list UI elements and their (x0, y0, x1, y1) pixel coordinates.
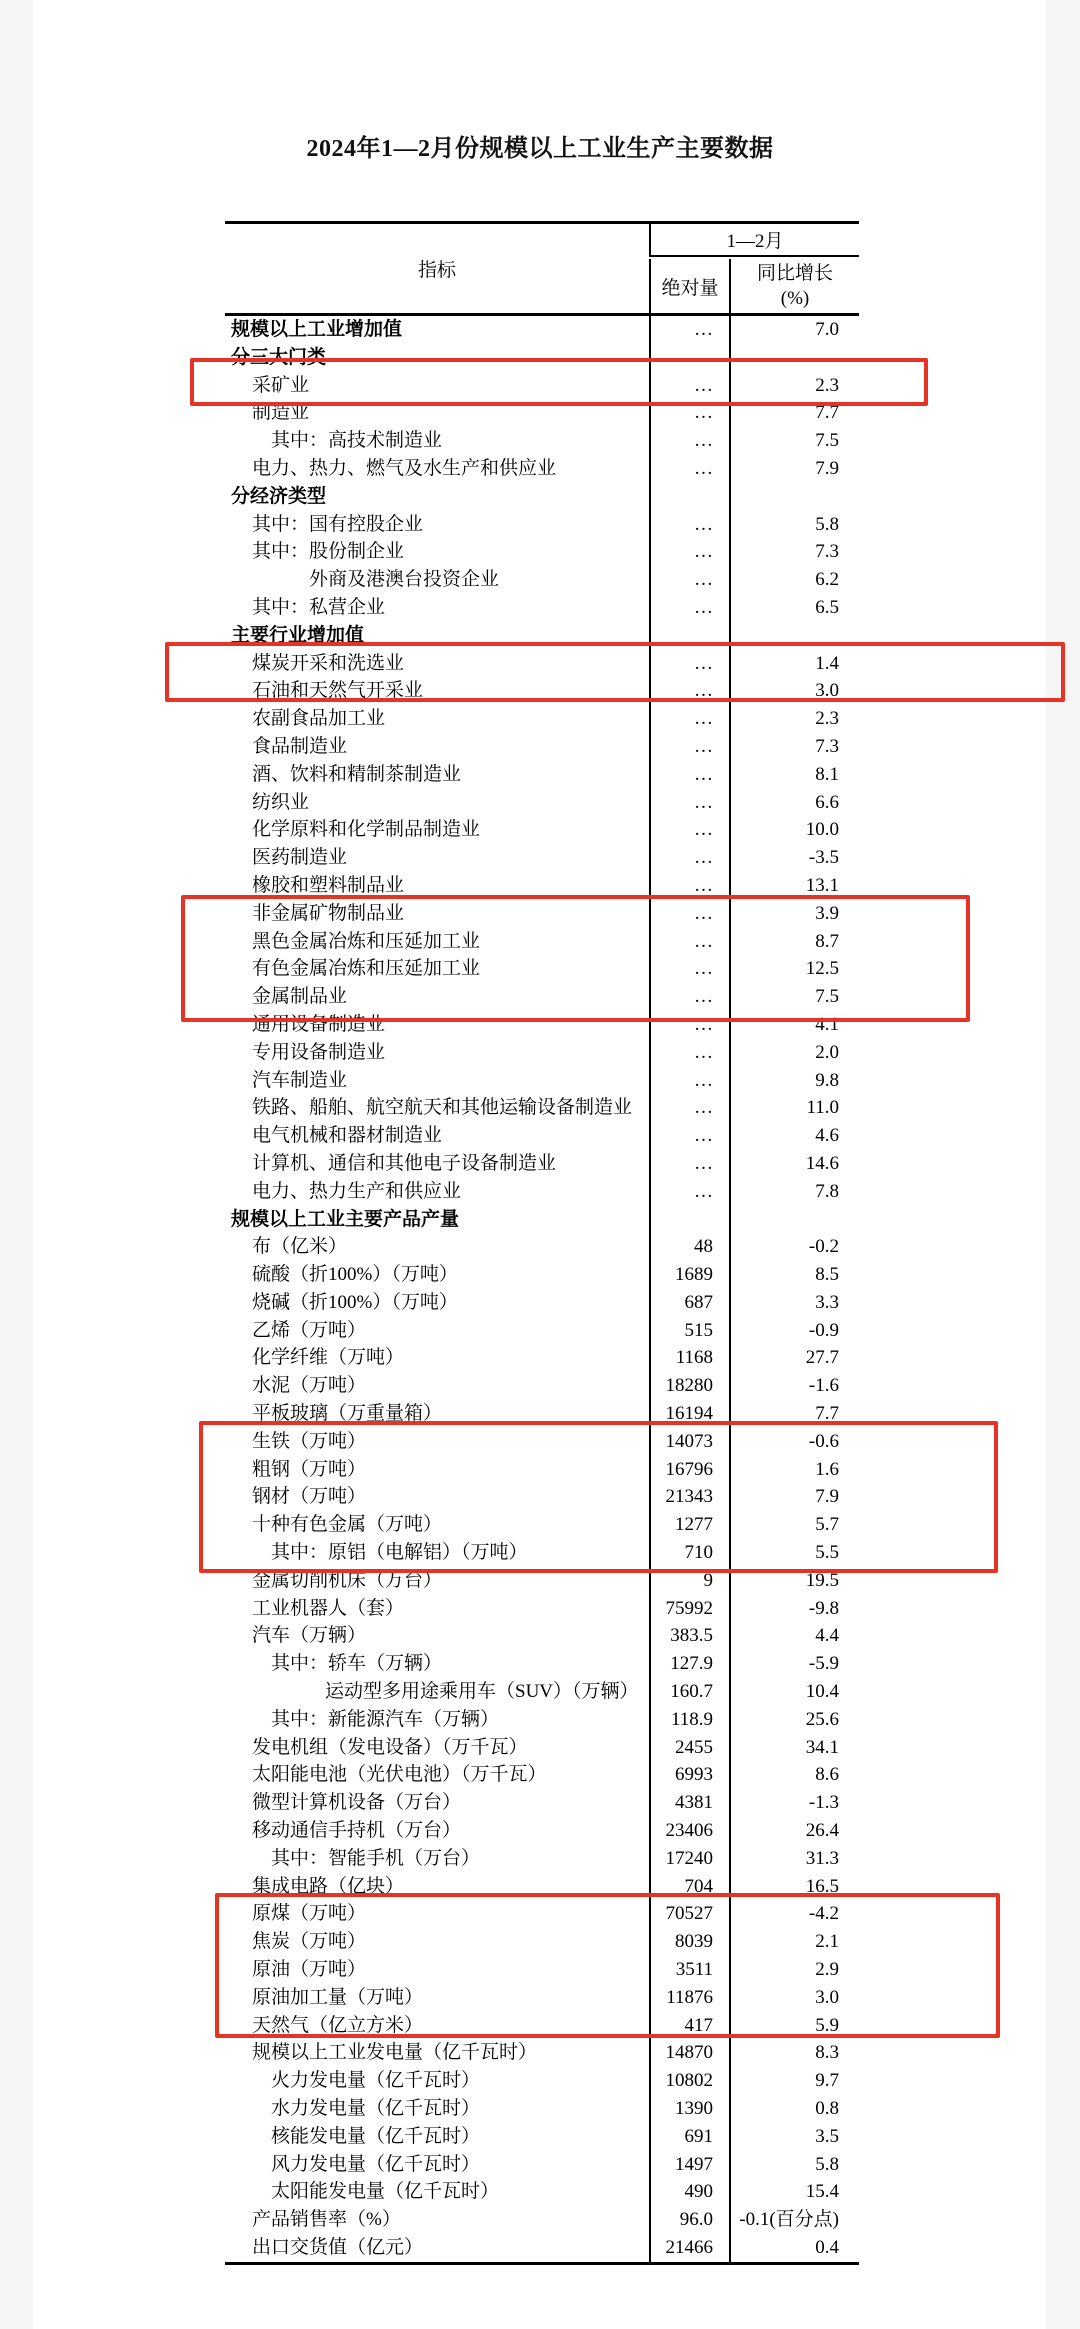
table-row (225, 455, 859, 483)
row-absolute-value: 118.9 (649, 1706, 729, 1734)
row-absolute-value: 16796 (649, 1456, 729, 1484)
row-absolute-value: 6993 (649, 1761, 729, 1789)
row-label: 其中：智能手机（万台） (271, 1847, 481, 1869)
table-header (225, 224, 859, 316)
row-label: 火力发电量（亿千瓦时） (271, 2070, 481, 2092)
row-label: 风力发电量（亿千瓦时） (271, 2153, 481, 2175)
page-left-margin (0, 0, 33, 2329)
row-absolute-value: … (649, 955, 729, 983)
row-absolute-value (649, 483, 729, 511)
row-absolute-value (649, 1206, 729, 1234)
row-absolute-value: 160.7 (649, 1678, 729, 1706)
table-body (225, 316, 859, 2262)
row-label: 其中：新能源汽车（万辆） (271, 1708, 500, 1730)
table-row (225, 844, 859, 872)
table-row (225, 2039, 859, 2067)
row-absolute-value: … (649, 594, 729, 622)
table-row (225, 872, 859, 900)
row-yoy-growth: 25.6 (729, 1706, 859, 1734)
table-row (225, 399, 859, 427)
table-row (225, 1817, 859, 1845)
row-yoy-growth: 8.3 (729, 2039, 859, 2067)
row-absolute-value: … (649, 399, 729, 427)
row-label: 钢材（万吨） (252, 1486, 367, 1508)
row-label: 通用设备制造业 (252, 1013, 386, 1035)
table-row (225, 2067, 859, 2095)
row-yoy-growth: 0.8 (729, 2095, 859, 2123)
row-label: 外商及港澳台投资企业 (309, 569, 500, 591)
row-yoy-growth: 7.7 (729, 399, 859, 427)
row-yoy-growth: 1.4 (729, 650, 859, 678)
row-absolute-value (649, 622, 729, 650)
row-absolute-value: … (649, 705, 729, 733)
row-yoy-growth: 8.5 (729, 1261, 859, 1289)
row-label: 规模以上工业主要产品产量 (231, 1208, 460, 1230)
row-yoy-growth: 3.0 (729, 677, 859, 705)
table-row (225, 1400, 859, 1428)
row-yoy-growth: 3.5 (729, 2123, 859, 2151)
row-absolute-value: 21343 (649, 1483, 729, 1511)
row-yoy-growth: 16.5 (729, 1873, 859, 1901)
row-label: 原油（万吨） (252, 1959, 367, 1981)
row-label: 分经济类型 (231, 485, 327, 507)
table-row (225, 761, 859, 789)
table-row (225, 1706, 859, 1734)
table-row (225, 511, 859, 539)
row-absolute-value: 21466 (649, 2234, 729, 2262)
row-yoy-growth: 9.8 (729, 1067, 859, 1095)
table-row (225, 733, 859, 761)
row-label: 十种有色金属（万吨） (252, 1514, 443, 1536)
table-row (225, 566, 859, 594)
row-absolute-value: … (649, 1122, 729, 1150)
row-label: 制造业 (252, 402, 310, 424)
row-yoy-growth: 2.0 (729, 1039, 859, 1067)
row-yoy-growth: 0.4 (729, 2234, 859, 2262)
row-yoy-growth (729, 1206, 859, 1234)
row-absolute-value: 23406 (649, 1817, 729, 1845)
row-yoy-growth (729, 483, 859, 511)
row-absolute-value: … (649, 1178, 729, 1206)
row-absolute-value: 687 (649, 1289, 729, 1317)
row-absolute-value: 11876 (649, 1984, 729, 2012)
table-row (225, 1678, 859, 1706)
row-yoy-growth: -1.3 (729, 1789, 859, 1817)
row-absolute-value: 18280 (649, 1372, 729, 1400)
row-yoy-growth: 26.4 (729, 1817, 859, 1845)
table-row (225, 316, 859, 344)
row-yoy-growth: 7.0 (729, 316, 859, 344)
row-label: 原煤（万吨） (252, 1903, 367, 1925)
row-yoy-growth: -0.6 (729, 1428, 859, 1456)
table-row (225, 1094, 859, 1122)
row-label: 其中：轿车（万辆） (271, 1653, 443, 1675)
row-absolute-value: … (649, 538, 729, 566)
row-label: 核能发电量（亿千瓦时） (271, 2125, 481, 2147)
table-row (225, 1039, 859, 1067)
row-label: 其中：股份制企业 (252, 541, 405, 563)
row-yoy-growth: 8.1 (729, 761, 859, 789)
table-row (225, 2095, 859, 2123)
page-title: 2024年1—2月份规模以上工业生产主要数据 (306, 136, 774, 162)
row-absolute-value: … (649, 1011, 729, 1039)
table-row (225, 955, 859, 983)
row-label: 汽车（万辆） (252, 1625, 367, 1647)
row-yoy-growth: 13.1 (729, 872, 859, 900)
table-row (225, 1622, 859, 1650)
row-yoy-growth (729, 622, 859, 650)
row-yoy-growth: 4.6 (729, 1122, 859, 1150)
row-yoy-growth: 7.8 (729, 1178, 859, 1206)
table-row (225, 1539, 859, 1567)
row-absolute-value: 9 (649, 1567, 729, 1595)
row-label: 电力、热力生产和供应业 (252, 1180, 462, 1202)
header-yoy-growth (729, 259, 859, 313)
row-absolute-value: 14073 (649, 1428, 729, 1456)
table-row (225, 1206, 859, 1234)
row-label: 铁路、船舶、航空航天和其他运输设备制造业 (252, 1097, 633, 1119)
table-row (225, 1845, 859, 1873)
row-absolute-value: 1168 (649, 1344, 729, 1372)
table-row (225, 2012, 859, 2040)
row-label: 金属制品业 (252, 986, 348, 1008)
row-label: 平板玻璃（万重量箱） (252, 1403, 443, 1425)
table-row (225, 2178, 859, 2206)
row-yoy-growth: -0.9 (729, 1317, 859, 1345)
row-absolute-value: 710 (649, 1539, 729, 1567)
row-yoy-growth: 7.3 (729, 733, 859, 761)
row-absolute-value: 4381 (649, 1789, 729, 1817)
row-absolute-value: 48 (649, 1233, 729, 1261)
row-yoy-growth: 3.3 (729, 1289, 859, 1317)
row-absolute-value: 127.9 (649, 1650, 729, 1678)
row-label: 烧碱（折100%）（万吨） (252, 1291, 458, 1313)
row-yoy-growth: 19.5 (729, 1567, 859, 1595)
row-absolute-value: … (649, 733, 729, 761)
row-absolute-value: … (649, 677, 729, 705)
row-label: 分三大门类 (231, 346, 327, 368)
row-absolute-value: … (649, 928, 729, 956)
row-yoy-growth: 7.9 (729, 1483, 859, 1511)
row-label: 集成电路（亿块） (252, 1875, 405, 1897)
row-label: 计算机、通信和其他电子设备制造业 (252, 1152, 557, 1174)
table-row (225, 1428, 859, 1456)
row-label: 有色金属冶炼和压延加工业 (252, 958, 481, 980)
row-yoy-growth: 5.5 (729, 1539, 859, 1567)
header-indicator: 指标 (417, 260, 456, 281)
table-row (225, 622, 859, 650)
row-absolute-value: … (649, 316, 729, 344)
table-row (225, 2123, 859, 2151)
row-yoy-growth: 2.1 (729, 1928, 859, 1956)
table-row (225, 1233, 859, 1261)
header-period: 1—2月 (649, 224, 859, 257)
table-row (225, 372, 859, 400)
row-label: 采矿业 (252, 374, 310, 396)
table-row (225, 1734, 859, 1762)
row-label: 硫酸（折100%）（万吨） (252, 1264, 458, 1286)
row-absolute-value: 10802 (649, 2067, 729, 2095)
row-label: 乙烯（万吨） (252, 1319, 367, 1341)
header-absolute-value: 绝对量 (649, 259, 729, 313)
row-absolute-value: 490 (649, 2178, 729, 2206)
table-row (225, 1344, 859, 1372)
row-yoy-growth: 15.4 (729, 2178, 859, 2206)
row-absolute-value: … (649, 872, 729, 900)
row-label: 出口交货值（亿元） (252, 2236, 424, 2258)
row-yoy-growth: 27.7 (729, 1344, 859, 1372)
table-row (225, 816, 859, 844)
row-absolute-value: … (649, 1094, 729, 1122)
row-label: 橡胶和塑料制品业 (252, 874, 405, 896)
row-yoy-growth: 2.3 (729, 705, 859, 733)
row-absolute-value: … (649, 511, 729, 539)
row-label: 电力、热力、燃气及水生产和供应业 (252, 457, 557, 479)
row-yoy-growth: 7.5 (729, 983, 859, 1011)
row-yoy-growth: 7.3 (729, 538, 859, 566)
row-absolute-value: 1689 (649, 1261, 729, 1289)
row-absolute-value: 70527 (649, 1900, 729, 1928)
row-absolute-value: … (649, 983, 729, 1011)
row-label: 其中：私营企业 (252, 596, 386, 618)
table-row (225, 900, 859, 928)
row-label: 化学纤维（万吨） (252, 1347, 405, 1369)
row-absolute-value: … (649, 1039, 729, 1067)
row-absolute-value: 417 (649, 2012, 729, 2040)
row-absolute-value: … (649, 1067, 729, 1095)
header-yoy-growth-line1: 同比增长 (756, 263, 833, 284)
row-yoy-growth: 12.5 (729, 955, 859, 983)
row-yoy-growth: 5.9 (729, 2012, 859, 2040)
row-label: 专用设备制造业 (252, 1041, 386, 1063)
table-row (225, 1289, 859, 1317)
row-absolute-value: … (649, 900, 729, 928)
row-absolute-value: … (649, 789, 729, 817)
row-label: 黑色金属冶炼和压延加工业 (252, 930, 481, 952)
table-row (225, 1067, 859, 1095)
table-row (225, 928, 859, 956)
row-yoy-growth: 7.9 (729, 455, 859, 483)
row-yoy-growth: 8.6 (729, 1761, 859, 1789)
row-yoy-growth: 6.6 (729, 789, 859, 817)
table-row (225, 1511, 859, 1539)
row-yoy-growth: 3.9 (729, 900, 859, 928)
table-row (225, 1456, 859, 1484)
table-row (225, 2234, 859, 2262)
row-absolute-value: 14870 (649, 2039, 729, 2067)
table-row (225, 789, 859, 817)
row-absolute-value: 1497 (649, 2151, 729, 2179)
page-right-margin (1046, 0, 1080, 2329)
table-row (225, 427, 859, 455)
row-yoy-growth: 2.3 (729, 372, 859, 400)
row-label: 原油加工量（万吨） (252, 1986, 424, 2008)
table-row (225, 1956, 859, 1984)
row-label: 生铁（万吨） (252, 1430, 367, 1452)
row-yoy-growth: 3.0 (729, 1984, 859, 2012)
row-label: 产品销售率（%） (252, 2209, 401, 2231)
row-yoy-growth: 10.4 (729, 1678, 859, 1706)
row-label: 金属切削机床（万台） (252, 1569, 443, 1591)
row-yoy-growth: 5.7 (729, 1511, 859, 1539)
row-absolute-value: … (649, 650, 729, 678)
table-row (225, 983, 859, 1011)
table-row (225, 2206, 859, 2234)
row-yoy-growth: 6.5 (729, 594, 859, 622)
row-yoy-growth: 11.0 (729, 1094, 859, 1122)
row-yoy-growth: -4.2 (729, 1900, 859, 1928)
row-absolute-value: 75992 (649, 1595, 729, 1623)
row-label: 电气机械和器材制造业 (252, 1125, 443, 1147)
row-label: 布（亿米） (252, 1236, 348, 1258)
row-absolute-value: 383.5 (649, 1622, 729, 1650)
row-label: 其中：高技术制造业 (271, 430, 443, 452)
row-yoy-growth: -9.8 (729, 1595, 859, 1623)
row-yoy-growth: -1.6 (729, 1372, 859, 1400)
row-label: 水泥（万吨） (252, 1375, 367, 1397)
row-yoy-growth: 1.6 (729, 1456, 859, 1484)
row-label: 酒、饮料和精制茶制造业 (252, 763, 462, 785)
row-yoy-growth: 8.7 (729, 928, 859, 956)
row-label: 纺织业 (252, 791, 310, 813)
row-absolute-value: … (649, 427, 729, 455)
row-yoy-growth: 4.1 (729, 1011, 859, 1039)
row-label: 其中：国有控股企业 (252, 513, 424, 535)
table-row (225, 483, 859, 511)
row-absolute-value: 8039 (649, 1928, 729, 1956)
row-yoy-growth: 2.9 (729, 1956, 859, 1984)
table-row (225, 1261, 859, 1289)
table-row (225, 1317, 859, 1345)
row-yoy-growth: 34.1 (729, 1734, 859, 1762)
row-yoy-growth: -3.5 (729, 844, 859, 872)
row-label: 工业机器人（套） (252, 1597, 405, 1619)
statistics-table (225, 221, 859, 2265)
row-yoy-growth (729, 344, 859, 372)
row-yoy-growth: 5.8 (729, 2151, 859, 2179)
row-yoy-growth: 7.5 (729, 427, 859, 455)
table-row (225, 1595, 859, 1623)
table-row (225, 1900, 859, 1928)
table-row (225, 650, 859, 678)
table-row (225, 1150, 859, 1178)
row-label: 农副食品加工业 (252, 708, 386, 730)
row-absolute-value: … (649, 844, 729, 872)
table-row (225, 2151, 859, 2179)
row-yoy-growth: -5.9 (729, 1650, 859, 1678)
table-row (225, 1984, 859, 2012)
table-row (225, 1372, 859, 1400)
table-row (225, 1789, 859, 1817)
row-label: 微型计算机设备（万台） (252, 1792, 462, 1814)
row-absolute-value: 1390 (649, 2095, 729, 2123)
table-row (225, 1178, 859, 1206)
table-row (225, 1650, 859, 1678)
row-label: 非金属矿物制品业 (252, 902, 405, 924)
row-yoy-growth: -0.1(百分点) (729, 2206, 859, 2234)
table-row (225, 1873, 859, 1901)
row-label: 煤炭开采和洗选业 (252, 652, 405, 674)
table-row (225, 705, 859, 733)
row-yoy-growth: 4.4 (729, 1622, 859, 1650)
row-label: 移动通信手持机（万台） (252, 1820, 462, 1842)
row-yoy-growth: 9.7 (729, 2067, 859, 2095)
row-yoy-growth: 31.3 (729, 1845, 859, 1873)
row-yoy-growth: 10.0 (729, 816, 859, 844)
row-absolute-value: … (649, 761, 729, 789)
row-absolute-value: … (649, 455, 729, 483)
row-absolute-value: 17240 (649, 1845, 729, 1873)
row-label: 规模以上工业发电量（亿千瓦时） (252, 2042, 538, 2064)
table-row (225, 1761, 859, 1789)
table-row (225, 1928, 859, 1956)
row-absolute-value: 691 (649, 2123, 729, 2151)
row-absolute-value: 515 (649, 1317, 729, 1345)
row-yoy-growth: 6.2 (729, 566, 859, 594)
table-row (225, 677, 859, 705)
row-absolute-value: 16194 (649, 1400, 729, 1428)
header-yoy-growth-line2: (%) (780, 288, 810, 309)
row-absolute-value: … (649, 566, 729, 594)
row-label: 规模以上工业增加值 (231, 319, 403, 340)
row-label: 食品制造业 (252, 735, 348, 757)
row-yoy-growth: 5.8 (729, 511, 859, 539)
row-label: 石油和天然气开采业 (252, 680, 424, 702)
row-label: 化学原料和化学制品制造业 (252, 819, 481, 841)
row-label: 发电机组（发电设备）（万千瓦） (252, 1736, 528, 1758)
row-absolute-value: … (649, 816, 729, 844)
row-label: 水力发电量（亿千瓦时） (271, 2098, 481, 2119)
row-absolute-value: 1277 (649, 1511, 729, 1539)
row-absolute-value: 3511 (649, 1956, 729, 1984)
table-row (225, 594, 859, 622)
row-label: 天然气（亿立方米） (252, 2014, 424, 2036)
row-yoy-growth: 14.6 (729, 1150, 859, 1178)
table-row (225, 1483, 859, 1511)
row-label: 太阳能发电量（亿千瓦时） (271, 2181, 500, 2203)
row-absolute-value: … (649, 372, 729, 400)
row-label: 焦炭（万吨） (252, 1931, 367, 1953)
row-absolute-value: … (649, 1150, 729, 1178)
row-absolute-value: 2455 (649, 1734, 729, 1762)
row-absolute-value: 96.0 (649, 2206, 729, 2234)
row-label: 粗钢（万吨） (252, 1458, 367, 1480)
table-row (225, 1011, 859, 1039)
row-label: 运动型多用途乘用车（SUV）（万辆） (325, 1681, 639, 1703)
table-row (225, 344, 859, 372)
row-label: 其中：原铝（电解铝）（万吨） (271, 1542, 528, 1564)
row-label: 主要行业增加值 (231, 624, 365, 646)
row-label: 医药制造业 (252, 847, 348, 869)
table-row (225, 1122, 859, 1150)
row-absolute-value: 704 (649, 1873, 729, 1901)
row-yoy-growth: 7.7 (729, 1400, 859, 1428)
row-yoy-growth: -0.2 (729, 1233, 859, 1261)
row-label: 太阳能电池（光伏电池）（万千瓦） (252, 1764, 547, 1786)
table-row (225, 538, 859, 566)
table-row (225, 1567, 859, 1595)
row-label: 汽车制造业 (252, 1069, 348, 1091)
row-absolute-value (649, 344, 729, 372)
